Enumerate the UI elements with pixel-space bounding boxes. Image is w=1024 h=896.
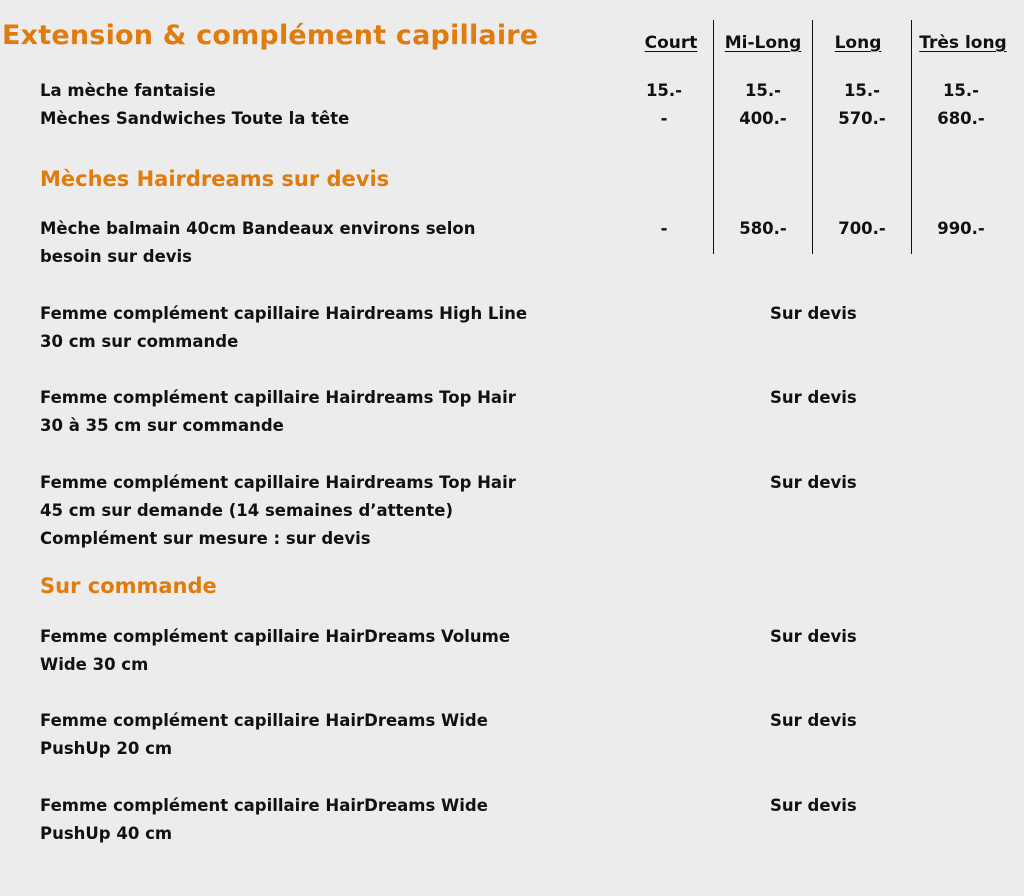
price-long: 570.- — [838, 109, 886, 128]
quote-item-line2: 30 cm sur commande — [40, 332, 239, 351]
order-item-line2: PushUp 20 cm — [40, 739, 173, 758]
price-court: - — [660, 219, 668, 238]
column-header-court: Court — [644, 33, 698, 53]
price-long: 700.- — [838, 219, 886, 238]
order-item-line2: PushUp 40 cm — [40, 824, 173, 843]
price-court: 15.- — [645, 81, 683, 100]
quote-item-line2: 45 cm sur demande (14 semaines d’attente) — [40, 501, 453, 520]
quote-item-line2: 30 à 35 cm sur commande — [40, 416, 284, 435]
quote-item-line3: Complément sur mesure : sur devis — [40, 529, 371, 548]
order-item-value: Sur devis — [770, 627, 857, 646]
quote-item-line1: Femme complément capillaire Hairdreams High Line — [40, 304, 528, 323]
quote-item-line1: Femme complément capillaire Hairdreams Top Hair — [40, 473, 516, 492]
quote-item-value: Sur devis — [770, 388, 857, 407]
quote-item-value: Sur devis — [770, 304, 857, 323]
price-court: - — [660, 109, 668, 128]
order-item-line1: Femme complément capillaire HairDreams Wide — [40, 711, 488, 730]
order-item-value: Sur devis — [770, 796, 857, 815]
column-header-mi-long: Mi-Long — [724, 33, 802, 53]
price-row-label: Mèches Sandwiches Toute la tête — [40, 109, 350, 128]
column-header-tres-long: Très long — [919, 33, 1007, 53]
price-tres-long: 15.- — [942, 81, 980, 100]
balmain-label-line1: Mèche balmain 40cm Bandeaux environs selon — [40, 219, 476, 238]
order-item-line1: Femme complément capillaire HairDreams Wide — [40, 796, 488, 815]
price-mi-long: 400.- — [739, 109, 787, 128]
price-mi-long: 580.- — [739, 219, 787, 238]
order-item-line2: Wide 30 cm — [40, 655, 149, 674]
page-title: Extension & complément capillaire — [2, 20, 539, 51]
balmain-label-line2: besoin sur devis — [40, 247, 192, 266]
order-item-line1: Femme complément capillaire HairDreams Volume — [40, 627, 511, 646]
price-mi-long: 15.- — [744, 81, 782, 100]
price-tres-long: 990.- — [937, 219, 985, 238]
section-heading-commande: Sur commande — [40, 574, 217, 598]
price-row-label: La mèche fantaisie — [40, 81, 216, 100]
order-item-value: Sur devis — [770, 711, 857, 730]
price-tres-long: 680.- — [937, 109, 985, 128]
section-heading-hairdreams: Mèches Hairdreams sur devis — [40, 167, 390, 191]
price-long: 15.- — [843, 81, 881, 100]
quote-item-value: Sur devis — [770, 473, 857, 492]
quote-item-line1: Femme complément capillaire Hairdreams Top Hair — [40, 388, 516, 407]
column-header-long: Long — [834, 33, 882, 53]
